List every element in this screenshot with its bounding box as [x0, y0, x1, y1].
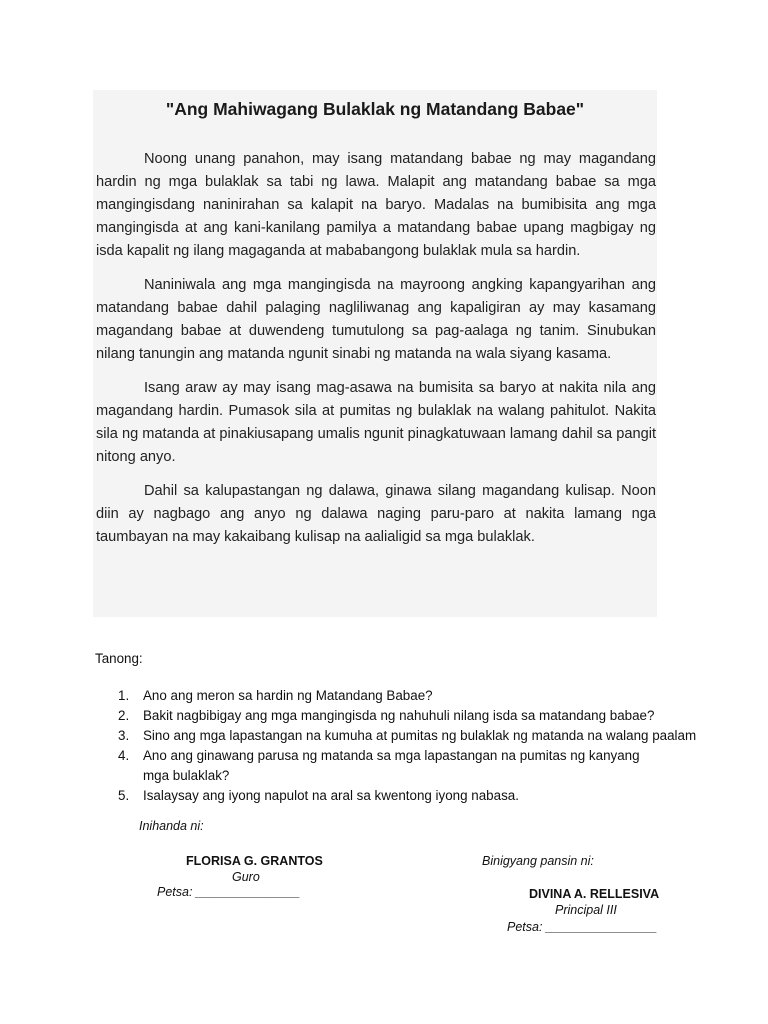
noted-by-label: Binigyang pansin ni: [482, 854, 594, 868]
question-text: Ano ang meron sa hardin ng Matandang Babae? [143, 688, 433, 703]
question-item [95, 746, 735, 786]
questions-list [95, 686, 735, 806]
noter-date: Petsa: ________________ [507, 920, 658, 934]
questions-section [95, 648, 735, 806]
story-body [96, 148, 656, 560]
question-number: 1. [118, 688, 130, 703]
question-item [95, 686, 735, 706]
preparer-name: FLORISA G. GRANTOS [186, 854, 323, 868]
question-item [95, 726, 735, 746]
noter-title: Principal III [555, 903, 617, 917]
story-title: "Ang Mahiwagang Bulaklak ng Matandang Babae" [165, 99, 585, 119]
preparer-title: Guro [232, 870, 260, 884]
question-number: 2. [118, 708, 130, 723]
question-text: Sino ang mga lapastangan na kumuha at pumitas ng bulaklak ng matanda na walang paalam [143, 728, 697, 743]
question-text: Bakit nagbibigay ang mga mangingisda ng nahuhuli nilang isda sa matandang babae? [143, 708, 655, 723]
question-number: 3. [118, 728, 130, 743]
question-number: 5. [118, 788, 130, 803]
story-paragraph-4: Dahil sa kalupastangan ng dalawa, ginawa silang magandang kulisap. Noon diin ay nagbago ang anyo ng dalawa naging paru-paro at nakita lamang nga taumbayan na may kakaibang kulisap na aalialigid sa mga bulaklak. [96, 483, 656, 545]
noter-name: DIVINA A. RELLESIVA [529, 887, 660, 901]
question-text: Ano ang ginawang parusa ng matanda sa mga lapastangan na pumitas ng kanyang mga bulaklak? [143, 748, 640, 783]
questions-label: Tanong: [95, 651, 143, 666]
story-box [93, 90, 657, 617]
story-paragraph-3: Isang araw ay may isang mag-asawa na bumisita sa baryo at nakita nila ang magandang hardin. Pumasok sila at pumitas ng bulaklak na walang pahitulot. Nakita sila ng matanda at pinakiusapang umalis ngunit pinagkatuwaan lamang dahil sa pangit nitong anyo. [96, 380, 656, 465]
question-text: Isalaysay ang iyong napulot na aral sa kwentong iyong nabasa. [143, 788, 519, 803]
preparer-date: Petsa: _______________ [157, 885, 301, 899]
question-item [95, 786, 735, 806]
story-paragraph-1: Noong unang panahon, may isang matandang babae ng may magandang hardin ng mga bulaklak sa tabi ng lawa. Malapit ang matandang babae sa mga mangingisdang naninirahan sa kalapit na baryo. Madalas na bumibisita ang mga mangingisda at ang kani-kanilang pamilya a matandang babae upang magbigay ng isda kapalit ng ilang magaganda at mababangong bulaklak mula sa hardin. [96, 151, 656, 259]
question-item [95, 706, 735, 726]
story-paragraph-2: Naniniwala ang mga mangingisda na mayroong angking kapangyarihan ang matandang babae dahil palaging nagliliwanag ang kapaligiran ay may kasamang magandang babae at duwendeng tumutulong sa pag-aalaga ng tanim. Sinubukan nilang tanungin ang matanda ngunit sinabi ng matanda na wala siyang kasama. [96, 277, 656, 362]
prepared-by-label: Inihanda ni: [139, 819, 204, 833]
question-number: 4. [118, 748, 130, 763]
